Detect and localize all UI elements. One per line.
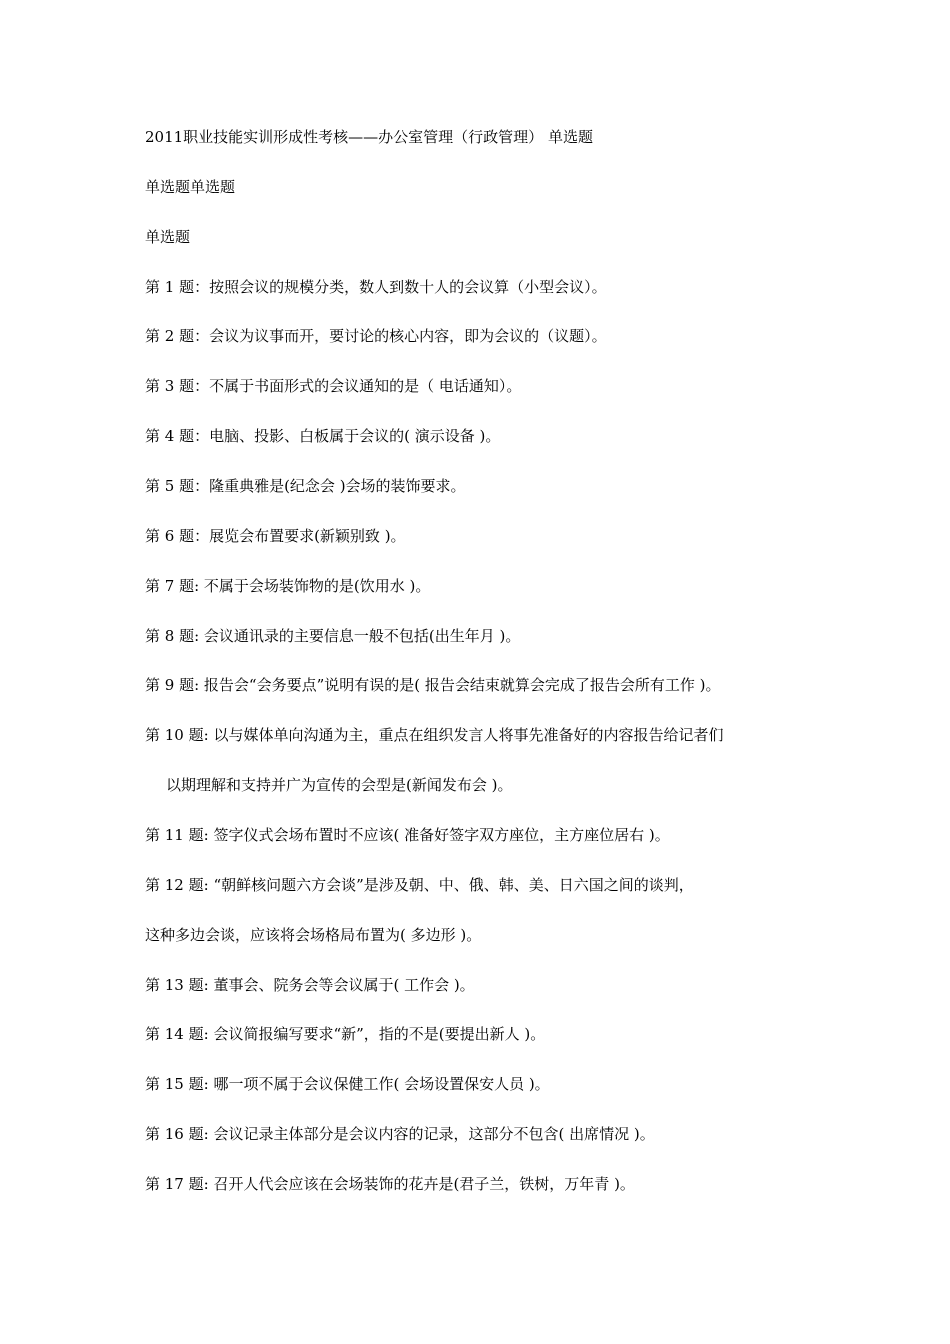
question-line: 第 12 题: “朝鲜核问题六方会谈”是涉及朝、中、俄、韩、美、日六国之间的谈判， bbox=[145, 876, 694, 894]
section-heading: 单选题 bbox=[145, 228, 191, 246]
question-line: 第 5 题：隆重典雅是(纪念会 )会场的装饰要求。 bbox=[145, 477, 466, 495]
document-subtitle: 单选题单选题 bbox=[145, 178, 236, 196]
question-line-continued: 以期理解和支持并广为宣传的会型是(新闻发布会 )。 bbox=[166, 776, 513, 794]
question-line: 第 1 题：按照会议的规模分类，数人到数十人的会议算（小型会议）。 bbox=[145, 278, 607, 296]
question-line: 第 13 题: 董事会、院务会等会议属于( 工作会 )。 bbox=[145, 976, 475, 994]
question-line: 第 7 题: 不属于会场装饰物的是(饮用水 )。 bbox=[145, 577, 431, 595]
question-line: 第 11 题: 签字仪式会场布置时不应该( 准备好签字双方座位，主方座位居右 )。 bbox=[145, 826, 670, 844]
question-line: 第 9 题: 报告会“会务要点”说明有误的是( 报告会结束就算会完成了报告会所有工作 )。 bbox=[145, 676, 721, 694]
question-line: 第 8 题: 会议通讯录的主要信息一般不包括(出生年月 )。 bbox=[145, 627, 521, 645]
question-line: 第 6 题：展览会布置要求(新颖别致 )。 bbox=[145, 527, 406, 545]
document-title: 2011职业技能实训形成性考核——办公室管理（行政管理） 单选题 bbox=[145, 128, 593, 146]
question-line-continued: 这种多边会谈，应该将会场格局布置为( 多边形 )。 bbox=[145, 926, 482, 944]
question-line: 第 2 题：会议为议事而开，要讨论的核心内容，即为会议的（议题）。 bbox=[145, 327, 607, 345]
question-line: 第 14 题: 会议简报编写要求“新”，指的不是(要提出新人 )。 bbox=[145, 1025, 546, 1043]
question-line: 第 10 题: 以与媒体单向沟通为主，重点在组织发言人将事先准备好的内容报告给记者们 bbox=[145, 726, 724, 744]
question-line: 第 17 题: 召开人代会应该在会场装饰的花卉是(君子兰，铁树，万年青 )。 bbox=[145, 1175, 635, 1193]
question-line: 第 3 题：不属于书面形式的会议通知的是（ 电话通知）。 bbox=[145, 377, 522, 395]
question-line: 第 15 题: 哪一项不属于会议保健工作( 会场设置保安人员 )。 bbox=[145, 1075, 550, 1093]
question-line: 第 16 题: 会议记录主体部分是会议内容的记录，这部分不包含( 出席情况 )。 bbox=[145, 1125, 655, 1143]
question-line: 第 4 题：电脑、投影、白板属于会议的( 演示设备 )。 bbox=[145, 427, 501, 445]
